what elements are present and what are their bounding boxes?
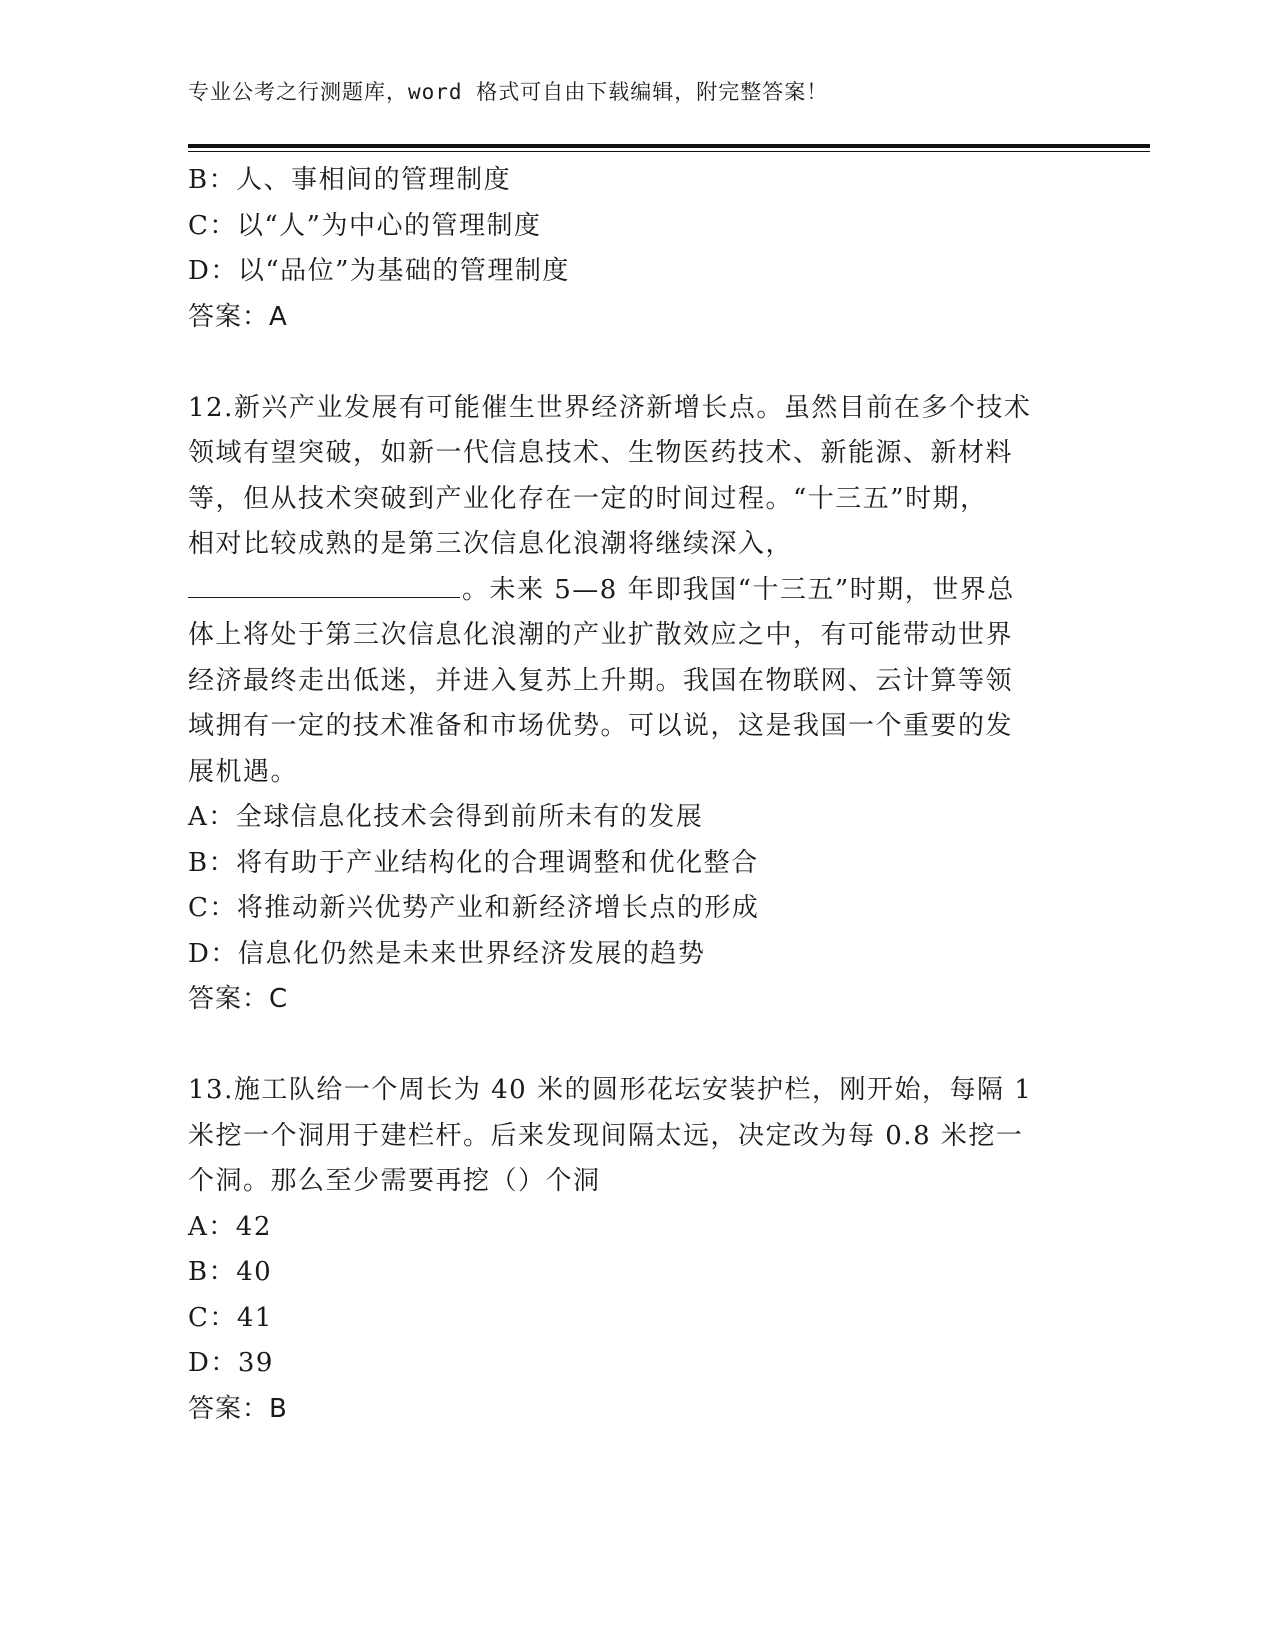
question-stem-line: 体上将处于第三次信息化浪潮的产业扩散效应之中，有可能带动世界 — [188, 620, 1014, 650]
question-stem-line: 展机遇。 — [188, 756, 299, 787]
question-stem-line: 13.施工队给一个周长为 40 米的圆形花坛安装护栏，刚开始，每隔 1 — [188, 1075, 1033, 1105]
page-header: 专业公考之行测题库，word 格式可自由下载编辑，附完整答案！ — [188, 80, 829, 104]
question-13 — [188, 1068, 1068, 1432]
option-b: B：40 — [188, 1257, 273, 1287]
answer: 答案：A — [188, 301, 288, 332]
question-stem-line: 领域有望突破，如新一代信息技术、生物医药技术、新能源、新材料 — [188, 438, 1014, 468]
option-c: C：以“人”为中心的管理制度 — [188, 210, 542, 241]
question-stem-line: 12.新兴产业发展有可能催生世界经济新增长点。虽然目前在多个技术 — [188, 392, 1032, 423]
answer: 答案：C — [188, 984, 289, 1014]
answer: 答案：B — [188, 1393, 288, 1424]
question-stem-line: 域拥有一定的技术准备和市场优势。可以说，这是我国一个重要的发 — [188, 711, 1014, 741]
question-12 — [188, 386, 1068, 1023]
fill-in-blank — [188, 571, 460, 598]
stem-text-after-blank: 。未来 5—8 年即我国“十三五”时期，世界总 — [462, 574, 1015, 605]
option-d: D：39 — [188, 1348, 274, 1378]
content — [188, 158, 1068, 1432]
option-d: D：以“品位”为基础的管理制度 — [188, 256, 570, 286]
option-c: C：41 — [188, 1302, 273, 1333]
question-stem-line: 米挖一个洞用于建栏杆。后来发现间隔太远，决定改为每 0.8 米挖一 — [188, 1120, 1024, 1151]
option-c: C：将推动新兴优势产业和新经济增长点的形成 — [188, 893, 760, 923]
option-b: B：将有助于产业结构化的合理调整和优化整合 — [188, 847, 759, 878]
question-stem-line — [188, 568, 1068, 614]
option-a: A：42 — [188, 1211, 272, 1242]
header-rule-thick — [188, 144, 1150, 148]
question-stem-line: 个洞。那么至少需要再挖（）个洞 — [188, 1166, 601, 1196]
option-d: D：信息化仍然是未来世界经济发展的趋势 — [188, 938, 706, 969]
question-11 — [188, 158, 1068, 340]
question-stem-line: 经济最终走出低迷，并进入复苏上升期。我国在物联网、云计算等领 — [188, 665, 1014, 696]
question-stem-line: 等，但从技术突破到产业化存在一定的时间过程。“十三五”时期， — [188, 483, 988, 514]
option-b: B：人、事相间的管理制度 — [188, 165, 512, 195]
header-rule-thin — [188, 151, 1150, 152]
option-a: A：全球信息化技术会得到前所未有的发展 — [188, 802, 704, 832]
question-stem-line: 相对比较成熟的是第三次信息化浪潮将继续深入， — [188, 529, 794, 559]
